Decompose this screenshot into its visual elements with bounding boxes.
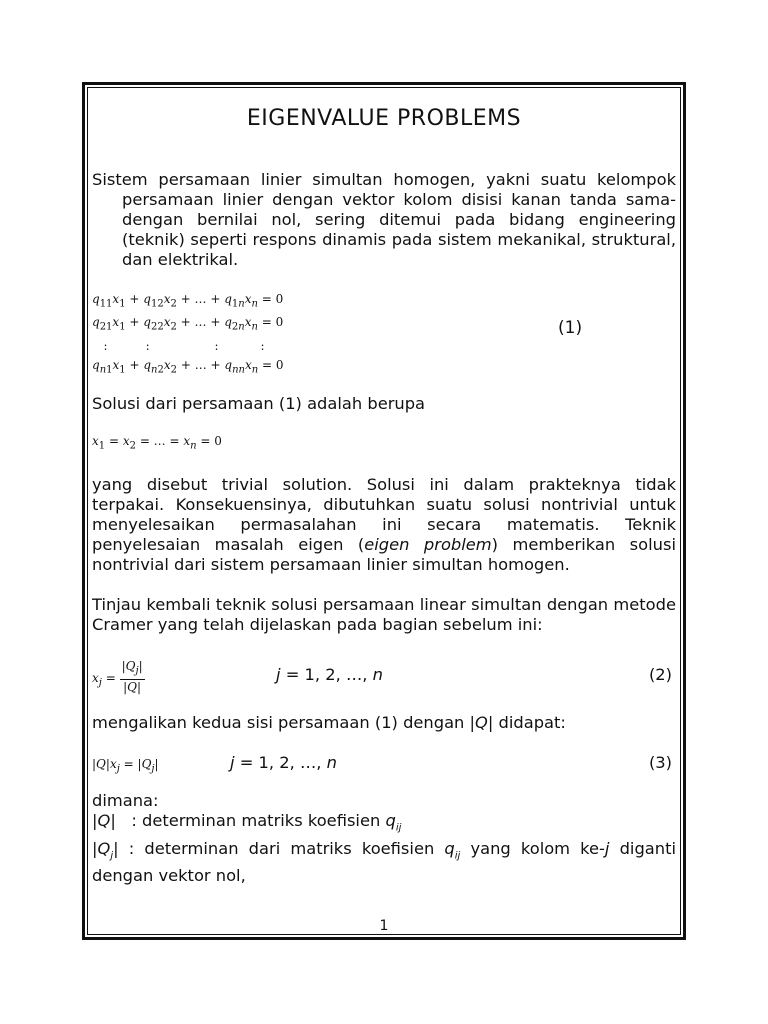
equation-number-1: (1)	[558, 318, 583, 338]
definition-q: |Q| : determinan matriks koefisien $q_{ij}$	[92, 811, 402, 834]
trivial-paragraph: yang disebut trivial solution. Solusi ini dalam prakteknya tidak terpakai. Konsekuensinya, dibutuhkan suatu solusi nontrivial untuk menyelesaikan permasalahan ini secara matematis. Teknik penyelesaian masalah eigen (eigen problem) memberikan solusi nontrivial dari sistem persamaan linier simultan homogen.	[92, 475, 676, 575]
where-label: dimana:	[92, 791, 159, 811]
equation-number-3: (3)	[648, 753, 672, 773]
page-title: EIGENVALUE PROBLEMS	[246, 106, 522, 131]
equation-number-2: (2)	[648, 665, 672, 685]
intro-paragraph: Sistem persamaan linier simultan homogen, yakni suatu kelompok persamaan linier dengan vektor kolom disisi kanan tanda sama-dengan bernilai nol, sering ditemui pada bidang engineering (teknik) seperti respons dinamis pada sistem mekanikal, struktural, dan elektrikal.	[92, 170, 676, 269]
equation-row-n: $q_{n1}x_1 + q_{n2}x_2$ + … + $q_{nn}x_n = 0$	[92, 357, 284, 376]
equation-3	[92, 753, 676, 779]
equation-system-1	[92, 290, 676, 376]
equation-3-range: j = 1, 2, …, n	[230, 753, 337, 773]
trivial-solution-equation: $x_1 = x_2$ = … = $x_n = 0$	[92, 434, 222, 452]
multiply-paragraph: mengalikan kedua sisi persamaan (1) dengan |Q| didapat:	[92, 713, 566, 733]
equation-2-range: j = 1, 2, …, n	[276, 665, 383, 685]
solution-intro: Solusi dari persamaan (1) adalah berupa	[92, 394, 426, 413]
page-number: 1	[379, 918, 389, 934]
equation-row-ellipsis: : : : :	[92, 338, 265, 353]
definition-qj: $|Q_j|$ : determinan dari matriks koefisien $q_{ij}$ yang kolom ke-j diganti dengan vektor nol,	[92, 838, 676, 885]
equation-2	[92, 657, 676, 693]
equation-3-formula: $|Q|x_j = |Q_j|$	[92, 757, 159, 775]
cramer-formula: $x_j$ = $\frac{|Q_j|}{|Q|}$	[92, 659, 143, 694]
cramer-paragraph: Tinjau kembali teknik solusi persamaan linear simultan dengan metode Cramer yang telah dijelaskan pada bagian sebelum ini:	[92, 595, 676, 635]
equation-row-1: $q_{11}x_1 + q_{12}x_2$ + … + $q_{1n}x_n = 0$	[92, 292, 284, 310]
equation-row-2: $q_{21}x_1 + q_{22}x_2$ + … + $q_{2n}x_n = 0$	[92, 315, 284, 333]
document-body	[92, 100, 676, 886]
